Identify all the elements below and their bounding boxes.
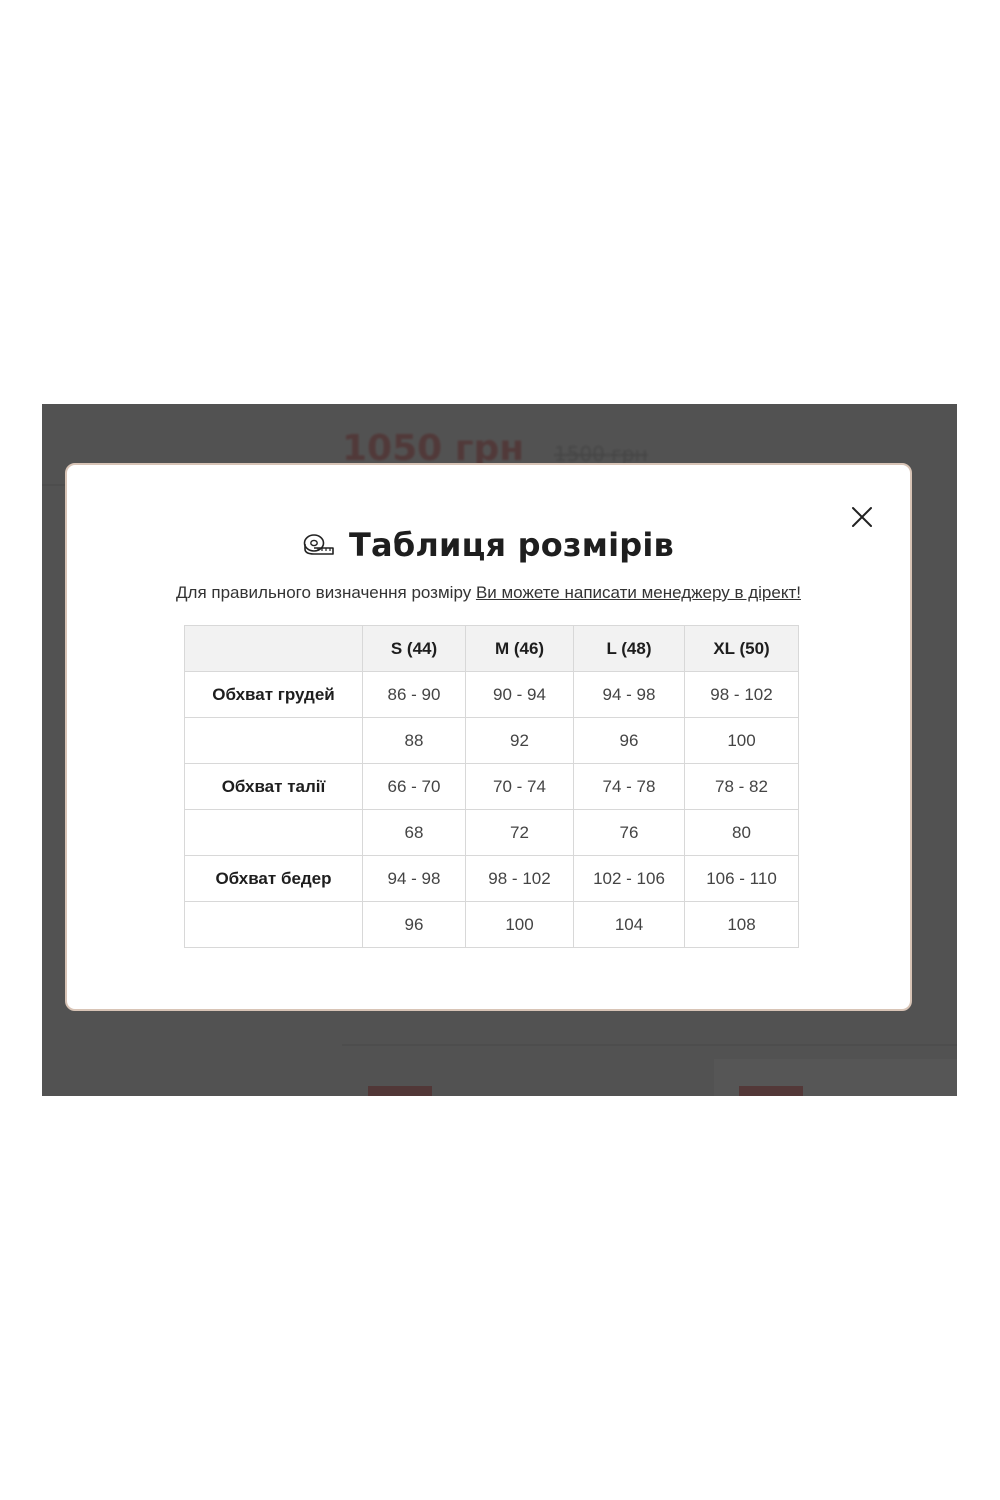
table-row <box>185 672 799 718</box>
table-cell: 104 <box>574 902 685 948</box>
table-header-cell: L (48) <box>574 626 685 672</box>
table-cell: 92 <box>466 718 574 764</box>
row-label: Обхват бедер <box>185 856 363 902</box>
table-cell: 96 <box>363 902 466 948</box>
size-chart-modal <box>65 463 912 1011</box>
table-header-row <box>185 626 799 672</box>
measuring-tape-icon <box>303 532 335 558</box>
table-row <box>185 764 799 810</box>
table-cell: 68 <box>363 810 466 856</box>
table-cell: 98 - 102 <box>466 856 574 902</box>
table-row <box>185 856 799 902</box>
row-label <box>185 902 363 948</box>
table-cell: 108 <box>685 902 799 948</box>
table-cell: 102 - 106 <box>574 856 685 902</box>
modal-title: Таблиця розмірів <box>349 526 674 564</box>
table-cell: 70 - 74 <box>466 764 574 810</box>
row-label: Обхват талії <box>185 764 363 810</box>
table-row <box>185 810 799 856</box>
table-row <box>185 902 799 948</box>
table-cell: 66 - 70 <box>363 764 466 810</box>
table-header-cell: S (44) <box>363 626 466 672</box>
table-cell: 74 - 78 <box>574 764 685 810</box>
table-cell: 88 <box>363 718 466 764</box>
table-cell: 100 <box>685 718 799 764</box>
table-header-cell <box>185 626 363 672</box>
row-label <box>185 718 363 764</box>
table-cell: 98 - 102 <box>685 672 799 718</box>
table-cell: 76 <box>574 810 685 856</box>
table-header-cell: M (46) <box>466 626 574 672</box>
table-cell: 94 - 98 <box>574 672 685 718</box>
table-cell: 100 <box>466 902 574 948</box>
table-header-cell: XL (50) <box>685 626 799 672</box>
table-cell: 86 - 90 <box>363 672 466 718</box>
table-cell: 78 - 82 <box>685 764 799 810</box>
table-row <box>185 718 799 764</box>
table-cell: 90 - 94 <box>466 672 574 718</box>
table-cell: 94 - 98 <box>363 856 466 902</box>
table-cell: 96 <box>574 718 685 764</box>
row-label <box>185 810 363 856</box>
table-cell: 106 - 110 <box>685 856 799 902</box>
row-label: Обхват грудей <box>185 672 363 718</box>
table-cell: 72 <box>466 810 574 856</box>
manager-direct-link[interactable]: Ви можете написати менеджеру в дірект! <box>475 583 801 602</box>
subtitle-text: Для правильного визначення розміру <box>176 583 476 602</box>
modal-header <box>67 521 910 569</box>
modal-subtitle <box>67 583 910 603</box>
size-table <box>184 625 799 948</box>
table-cell: 80 <box>685 810 799 856</box>
